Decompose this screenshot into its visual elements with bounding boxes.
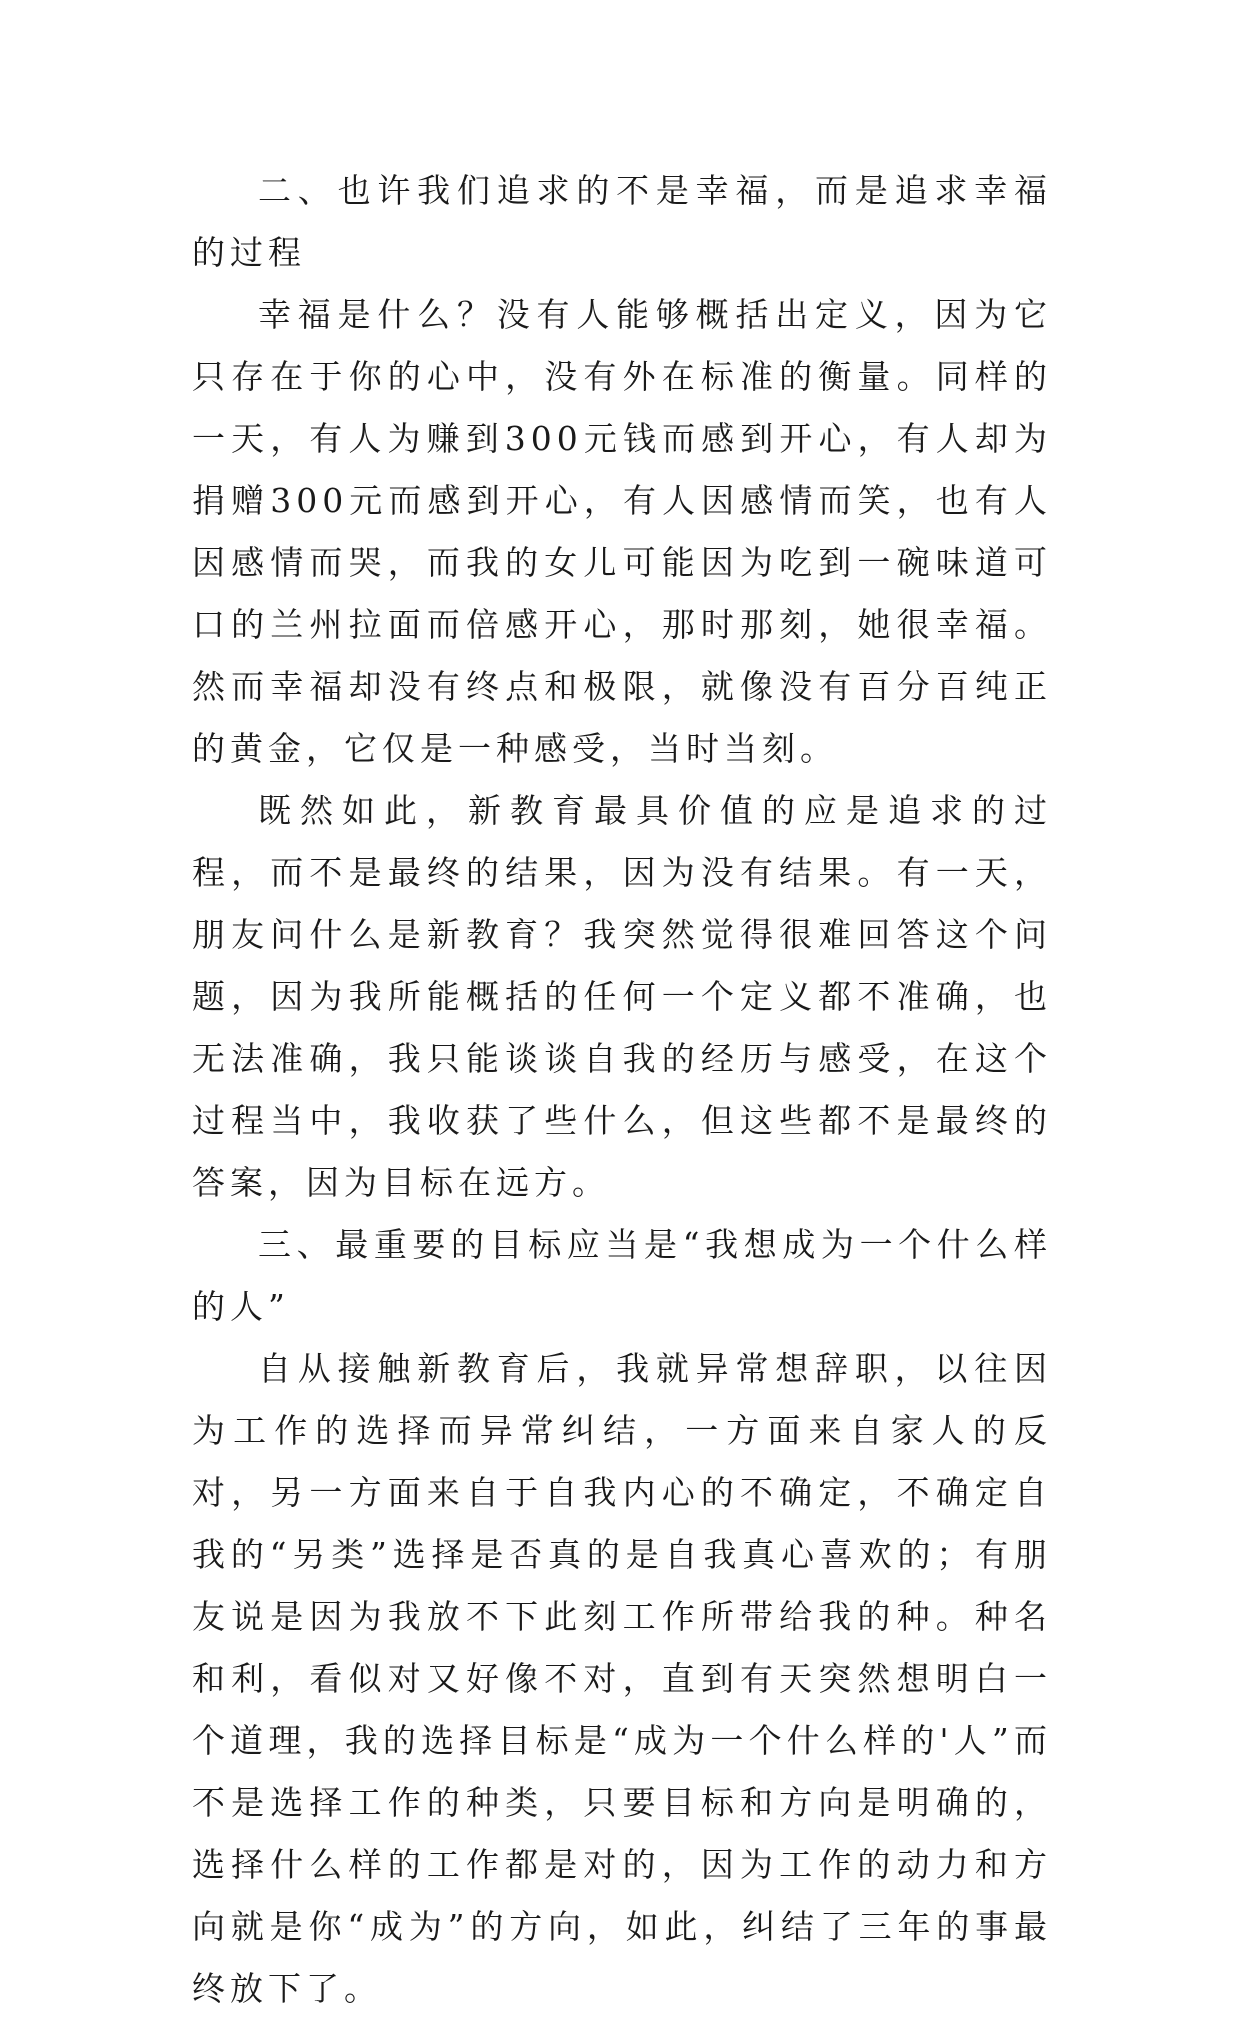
paragraph-career-choice: 自从接触新教育后，我就异常想辞职，以往因为工作的选择而异常纠结，一方面来自家人的反对，另一方面来自于自我内心的不确定，不确定自我的“另类”选择是否真的是自我真心喜欢的；有朋友说是因为我放不下此刻工作所带给我的种。种名和利，看似对又好像不对，直到有天突然想明白一个道理，我的选择目标是“成为一个什么样的'人”而不是选择工作的种类，只要目标和方向是明确的，选择什么样的工作都是对的，因为工作的动力和方向就是你“成为”的方向，如此，纠结了三年的事最终放下了。 [192, 1349, 1052, 2008]
section-heading-3: 三、最重要的目标应当是“我想成为一个什么样的人” [192, 1225, 1052, 1326]
paragraph-pursuit-process: 既然如此，新教育最具价值的应是追求的过程，而不是最终的结果，因为没有结果。有一天，朋友问什么是新教育？我突然觉得很难回答这个问题，因为我所能概括的任何一个定义都不准确，也无法准确，我只能谈谈自我的经历与感受，在这个过程当中，我收获了些什么，但这些都不是最终的答案，因为目标在远方。 [192, 791, 1052, 1202]
section-heading-2: 二、也许我们追求的不是幸福，而是追求幸福的过程 [192, 171, 1052, 272]
document-body [192, 160, 1052, 2020]
paragraph-happiness-definition: 幸福是什么？没有人能够概括出定义，因为它只存在于你的心中，没有外在标准的衡量。同样的一天，有人为赚到300元钱而感到开心，有人却为捐赠300元而感到开心，有人因感情而笑，也有人因感情而哭，而我的女儿可能因为吃到一碗味道可口的兰州拉面而倍感开心，那时那刻，她很幸福。然而幸福却没有终点和极限，就像没有百分百纯正的黄金，它仅是一种感受，当时当刻。 [192, 295, 1052, 768]
